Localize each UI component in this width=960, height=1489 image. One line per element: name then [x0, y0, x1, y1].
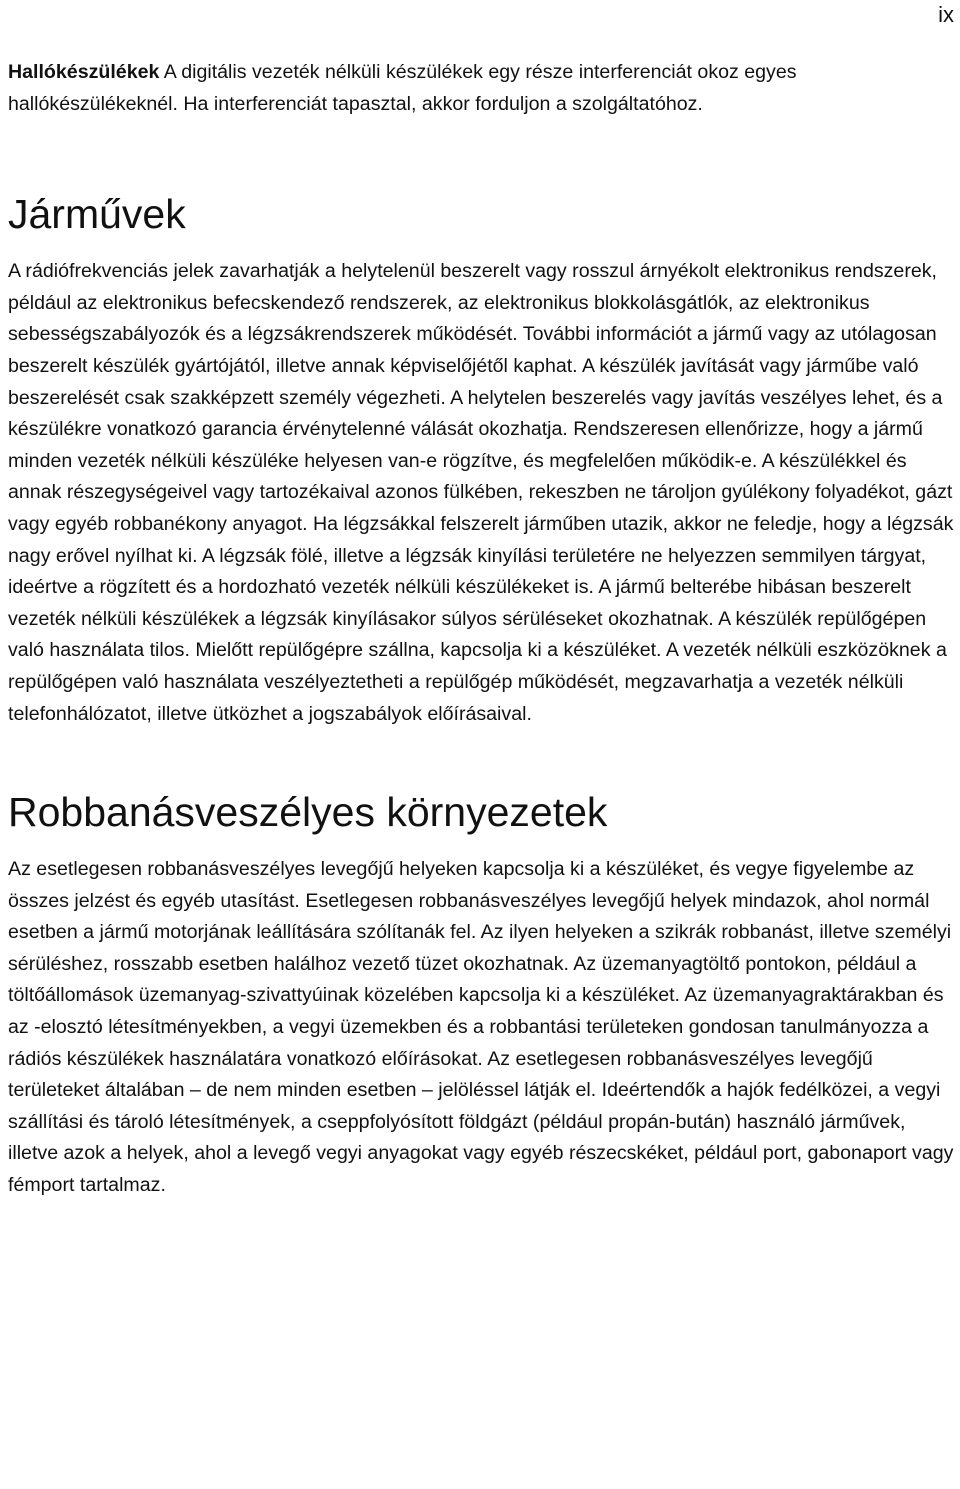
hearing-aids-text: A digitális vezeték nélküli készülékek egy része interferenciát okoz egyes hallókészülékeknél. Ha interferenciát tapasztal, akkor forduljon a szolgáltatóhoz. — [8, 61, 797, 115]
page-number: ix — [938, 2, 954, 27]
hearing-aids-label: Hallókészülékek — [8, 61, 160, 83]
explosive-environments-heading: Robbanásveszélyes környezetek — [8, 789, 608, 836]
explosive-environments-paragraph: Az esetlegesen robbanásveszélyes levegőjű helyeken kapcsolja ki a készüléket, és vegye figyelembe az összes jelzést és egyéb utasítást. Esetlegesen robbanásveszélyes levegőjű helyek mindazok, ahol normál esetben a jármű motorjának leállítására szólítanák fel. Az ilyen helyeken a szikrák robbanást, illetve személyi sérüléshez, rosszabb esetben halálhoz vezető tüzet okozhatnak. Az üzemanyagtöltő pontokon, például a töltőállomások üzemanyag-szivattyúinak közelében kapcsolja ki a készüléket. Az üzemanyagraktárakban és az -elosztó létesítményekben, a vegyi üzemekben és a robbantási területeken gondosan tanulmányozza a rádiós készülékek használatára vonatkozó előírásokat. Az esetlegesen robbanásveszélyes levegőjű területeket általában – de nem minden esetben – jelöléssel látják el. Ideértendők a hajók fedélközei, a vegyi szállítási és tároló létesítmények, a cseppfolyósított földgázt (például propán-bután) használó járművek, illetve azok a helyek, ahol a levegő vegyi anyagokat vagy egyéb részecskéket, például port, gabonaport vagy fémport tartalmaz. — [8, 858, 954, 1197]
vehicles-heading: Járművek — [8, 191, 186, 238]
document-body — [8, 57, 954, 1202]
hearing-aids-paragraph — [8, 57, 954, 120]
vehicles-paragraph: A rádiófrekvenciás jelek zavarhatják a helytelenül beszerelt vagy rosszul árnyékolt elektronikus rendszerek, például az elektronikus befecskendező rendszerek, az elektronikus blokkolásgátlók, az elektronikus sebességszabályozók és a légzsákrendszerek működését. További információt a jármű vagy az utólagosan beszerelt készülék gyártójától, illetve annak képviselőjétől kaphat. A készülék javítását vagy járműbe való beszerelését csak szakképzett személy végezheti. A helytelen beszerelés vagy javítás veszélyes lehet, és a készülékre vonatkozó garancia érvénytelenné válását okozhatja. Rendszeresen ellenőrizze, hogy a jármű minden vezeték nélküli készüléke helyesen van-e rögzítve, és megfelelően működik-e. A készülékkel és annak részegységeivel vagy tartozékaival azonos fülkében, rekeszben ne tároljon gyúlékony folyadékot, gázt vagy egyéb robbanékony anyagot. Ha légzsákkal felszerelt járműben utazik, akkor ne feledje, hogy a légzsák nagy erővel nyílhat ki. A légzsák fölé, illetve a légzsák kinyílási területére ne helyezzen semmilyen tárgyat, ideértve a rögzített és a hordozható vezeték nélküli készülékeket is. A jármű belterébe hibásan beszerelt vezeték nélküli készülékek a légzsák kinyílásakor súlyos sérüléseket okozhatnak. A készülék repülőgépen való használata tilos. Mielőtt repülőgépre szállna, kapcsolja ki a készüléket. A vezeték nélküli eszközöknek a repülőgépen való használata veszélyeztetheti a repülőgép működését, megzavarhatja a vezeték nélküli telefonhálózatot, illetve ütközhet a jogszabályok előírásaival. — [8, 260, 954, 725]
